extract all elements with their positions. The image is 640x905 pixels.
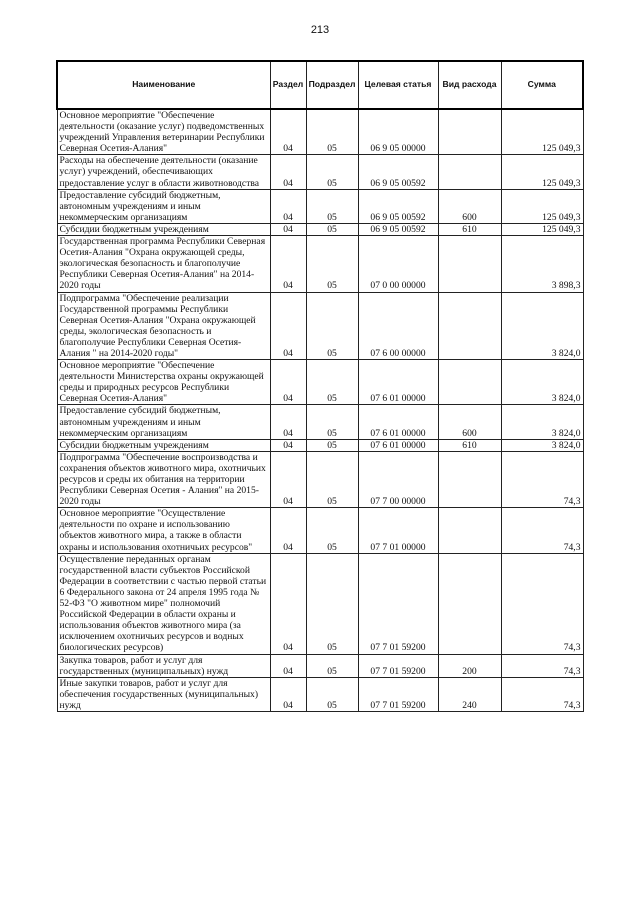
row-target-article: 07 7 01 59200 [358, 677, 438, 711]
row-name: Основное мероприятие "Обеспечение деятельности Министерства охраны окружающей среды и природных ресурсов Республики Северная Осетия-Алания" [57, 360, 270, 405]
row-name: Подпрограмма "Обеспечение реализации Государственной программы Республики Северная Осетия-Алания "Охрана окружающей среды, экологическая безопасность и благополучие Республики Северная Осетия-Алания " на 2014-2020 годы" [57, 292, 270, 360]
table-row [57, 360, 583, 405]
row-name: Иные закупки товаров, работ и услуг для обеспечения государственных (муниципальных) нужд [57, 677, 270, 711]
row-target-article: 06 9 05 00592 [358, 223, 438, 235]
row-podrazdel: 05 [306, 189, 358, 223]
row-expense-type: 600 [438, 405, 501, 439]
row-razdel: 04 [270, 360, 306, 405]
row-target-article: 07 6 01 00000 [358, 360, 438, 405]
row-sum: 74,3 [501, 508, 583, 553]
row-name: Расходы на обеспечение деятельности (оказание услуг) учреждений, обеспечивающих предоставление услуг в области животноводства [57, 155, 270, 189]
column-header-sum: Сумма [501, 61, 583, 109]
row-name: Предоставление субсидий бюджетным, автономным учреждениям и иным некоммерческим организациям [57, 189, 270, 223]
row-razdel: 04 [270, 654, 306, 677]
row-sum: 3 824,0 [501, 360, 583, 405]
row-razdel: 04 [270, 236, 306, 292]
row-razdel: 04 [270, 189, 306, 223]
row-target-article: 07 6 00 00000 [358, 292, 438, 360]
table-row [57, 109, 583, 155]
row-target-article: 07 7 00 00000 [358, 451, 438, 507]
row-razdel: 04 [270, 292, 306, 360]
row-target-article: 06 9 05 00592 [358, 155, 438, 189]
row-sum: 74,3 [501, 451, 583, 507]
row-sum: 125 049,3 [501, 109, 583, 155]
row-name: Закупка товаров, работ и услуг для государственных (муниципальных) нужд [57, 654, 270, 677]
table-row [57, 508, 583, 553]
table-row [57, 677, 583, 711]
row-podrazdel: 05 [306, 360, 358, 405]
row-target-article: 07 7 01 00000 [358, 508, 438, 553]
row-name: Предоставление субсидий бюджетным, автономным учреждениям и иным некоммерческим организациям [57, 405, 270, 439]
row-target-article: 07 0 00 00000 [358, 236, 438, 292]
row-podrazdel: 05 [306, 553, 358, 654]
row-podrazdel: 05 [306, 451, 358, 507]
row-podrazdel: 05 [306, 223, 358, 235]
table-row [57, 155, 583, 189]
row-podrazdel: 05 [306, 236, 358, 292]
column-header-expense-type: Вид расхода [438, 61, 501, 109]
table-row [57, 236, 583, 292]
table-row [57, 223, 583, 235]
row-expense-type: 610 [438, 223, 501, 235]
row-name: Осуществление переданных органам государственной власти субъектов Российской Федерации в соответствии с частью первой статьи 6 Федерального закона от 24 апреля 1995 года № 52-ФЗ "О животном мире" полномочий Российской Федерации в области охраны и использования объектов животного мира (за исключением охотничьих ресурсов и водных биологических ресурсов) [57, 553, 270, 654]
row-expense-type [438, 236, 501, 292]
row-sum: 3 824,0 [501, 405, 583, 439]
row-expense-type [438, 109, 501, 155]
column-header-name: Наименование [57, 61, 270, 109]
row-sum: 3 898,3 [501, 236, 583, 292]
row-razdel: 04 [270, 109, 306, 155]
table-row [57, 553, 583, 654]
row-podrazdel: 05 [306, 677, 358, 711]
row-target-article: 06 9 05 00592 [358, 189, 438, 223]
row-expense-type: 600 [438, 189, 501, 223]
table-row [57, 189, 583, 223]
table-body [57, 109, 583, 711]
row-target-article: 06 9 05 00000 [358, 109, 438, 155]
row-expense-type: 610 [438, 439, 501, 451]
page-number: 213 [310, 24, 330, 36]
table-row [57, 451, 583, 507]
row-podrazdel: 05 [306, 109, 358, 155]
row-razdel: 04 [270, 439, 306, 451]
row-podrazdel: 05 [306, 405, 358, 439]
row-target-article: 07 7 01 59200 [358, 654, 438, 677]
row-sum: 74,3 [501, 654, 583, 677]
row-razdel: 04 [270, 553, 306, 654]
row-expense-type [438, 292, 501, 360]
table-row [57, 439, 583, 451]
column-header-razdel: Раздел [270, 61, 306, 109]
row-podrazdel: 05 [306, 292, 358, 360]
column-header-target-article: Целевая статья [358, 61, 438, 109]
row-target-article: 07 6 01 00000 [358, 405, 438, 439]
row-expense-type: 240 [438, 677, 501, 711]
row-name: Подпрограмма "Обеспечение воспроизводства и сохранения объектов животного мира, охотничьих ресурсов и среды их обитания на территории Республики Северная Осетия - Алания" на 2015-2020 годы [57, 451, 270, 507]
row-podrazdel: 05 [306, 508, 358, 553]
row-sum: 3 824,0 [501, 292, 583, 360]
row-target-article: 07 6 01 00000 [358, 439, 438, 451]
row-sum: 3 824,0 [501, 439, 583, 451]
row-expense-type [438, 508, 501, 553]
table-row [57, 654, 583, 677]
row-expense-type [438, 155, 501, 189]
row-target-article: 07 7 01 59200 [358, 553, 438, 654]
table-row [57, 292, 583, 360]
row-razdel: 04 [270, 451, 306, 507]
row-expense-type [438, 360, 501, 405]
row-sum: 125 049,3 [501, 155, 583, 189]
row-podrazdel: 05 [306, 439, 358, 451]
row-razdel: 04 [270, 223, 306, 235]
row-razdel: 04 [270, 677, 306, 711]
row-name: Государственная программа Республики Северная Осетия-Алания "Охрана окружающей среды, экологическая безопасность и благополучие Республики Северная Осетия-Алания" на 2014-2020 годы [57, 236, 270, 292]
row-expense-type [438, 553, 501, 654]
row-name: Субсидии бюджетным учреждениям [57, 439, 270, 451]
row-podrazdel: 05 [306, 654, 358, 677]
row-podrazdel: 05 [306, 155, 358, 189]
column-header-podrazdel: Подраздел [306, 61, 358, 109]
row-sum: 125 049,3 [501, 189, 583, 223]
row-name: Основное мероприятие "Осуществление деятельности по охране и использованию объектов животного мира, а также в области охраны и использования охотничьих ресурсов" [57, 508, 270, 553]
row-sum: 125 049,3 [501, 223, 583, 235]
budget-table [56, 60, 584, 712]
row-expense-type: 200 [438, 654, 501, 677]
row-razdel: 04 [270, 405, 306, 439]
row-sum: 74,3 [501, 677, 583, 711]
row-razdel: 04 [270, 508, 306, 553]
row-sum: 74,3 [501, 553, 583, 654]
row-name: Основное мероприятие "Обеспечение деятельности (оказание услуг) подведомственных учреждений Управления ветеринарии Республики Северная Осетия-Алания" [57, 109, 270, 155]
row-razdel: 04 [270, 155, 306, 189]
table-row [57, 405, 583, 439]
row-expense-type [438, 451, 501, 507]
row-name: Субсидии бюджетным учреждениям [57, 223, 270, 235]
table-header-row [57, 61, 583, 109]
